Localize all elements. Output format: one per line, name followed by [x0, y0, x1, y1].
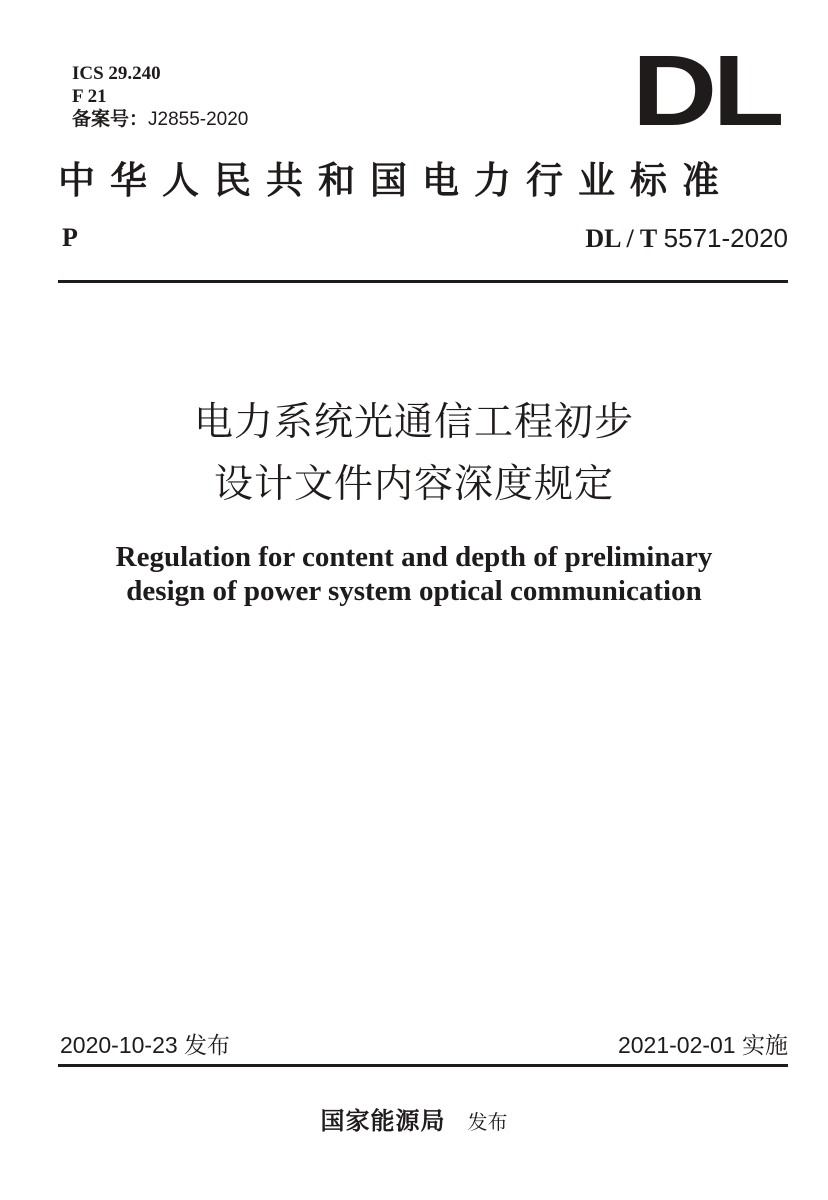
publisher-org: 国家能源局	[320, 1107, 446, 1135]
standard-code-number: 5571-2020	[663, 223, 788, 253]
industry-standard-title: 中华人民共和国电力行业标准	[58, 159, 734, 202]
ics-code: ICS 29.240	[72, 63, 161, 84]
effective-label: 实施	[742, 1032, 788, 1058]
english-title	[0, 540, 828, 608]
english-title-line-1: Regulation for content and depth of preliminary	[115, 541, 713, 573]
issue-date: 2020-10-23	[60, 1032, 178, 1058]
record-number-label: 备案号：	[72, 109, 149, 130]
record-number-line	[72, 108, 248, 131]
classification-code: F 21	[72, 86, 107, 107]
chinese-title-line-1: 电力系统光通信工程初步	[193, 400, 634, 445]
record-number: J2855-2020	[148, 109, 249, 130]
standard-number	[585, 222, 788, 255]
issue-label: 发布	[184, 1032, 231, 1058]
document-meta	[72, 62, 248, 131]
publisher-line	[0, 1104, 828, 1142]
effective-date-block	[618, 1030, 788, 1060]
header-divider	[58, 280, 788, 283]
publisher-action: 发布	[467, 1110, 508, 1134]
issue-date-block	[60, 1030, 230, 1060]
english-title-line-2: design of power system optical communication	[126, 575, 702, 607]
chinese-title	[0, 392, 828, 516]
standard-code-prefix: DL / T	[585, 224, 658, 253]
effective-date: 2021-02-01	[617, 1032, 736, 1058]
standard-category: P	[62, 223, 78, 252]
chinese-title-line-2: 设计文件内容深度规定	[213, 462, 614, 507]
dl-logo: DL	[632, 35, 780, 147]
footer-divider	[58, 1064, 788, 1067]
